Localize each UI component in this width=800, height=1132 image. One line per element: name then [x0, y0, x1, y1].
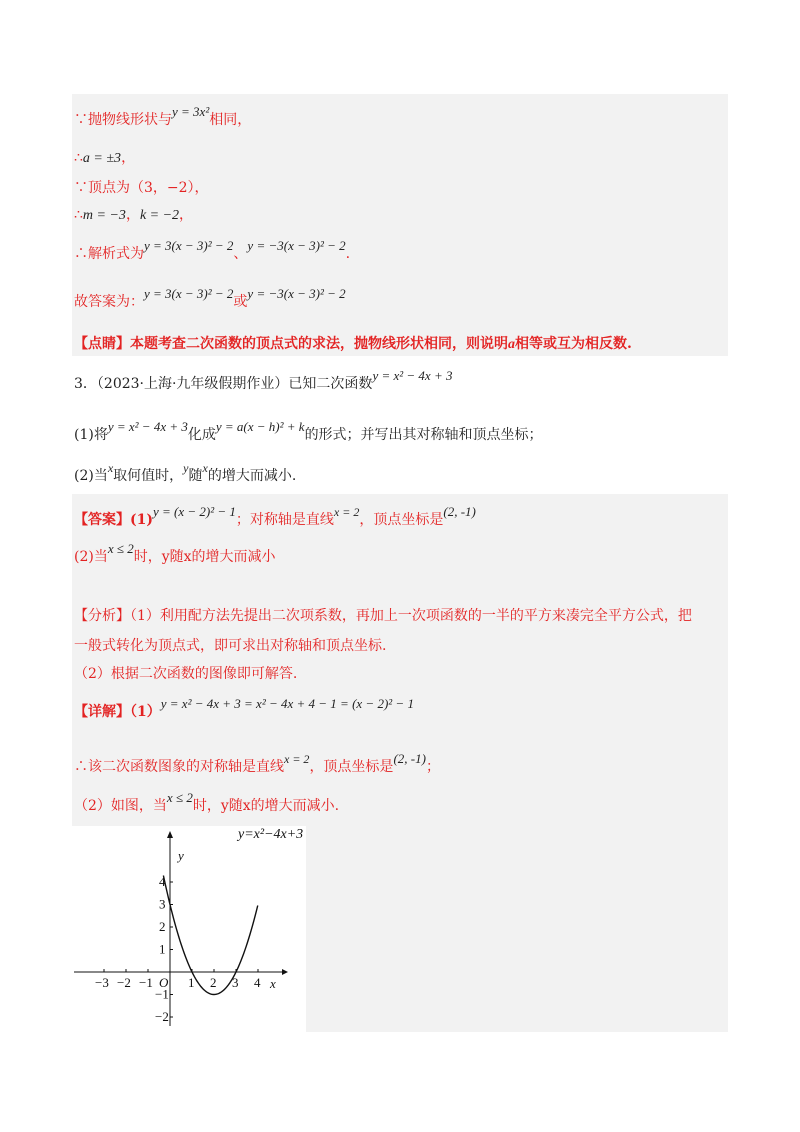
x-tick-label: 1	[188, 975, 195, 990]
text: (2)当	[74, 549, 108, 565]
formula: x	[107, 461, 114, 475]
line-a-value	[74, 148, 135, 169]
y-tick-label: 3	[159, 896, 166, 912]
formula: (2, -1)	[443, 504, 476, 519]
parabola-plot	[72, 826, 306, 1032]
text: ，	[125, 207, 140, 223]
analysis-line2	[74, 636, 386, 656]
text: (2)当	[74, 468, 108, 484]
formula: a = ±3	[82, 151, 122, 166]
text: ，	[121, 150, 136, 166]
text: (1)将	[74, 427, 108, 443]
y-tick-label: 4	[159, 874, 166, 889]
text: 【答案】(1)	[74, 512, 153, 528]
text: ，	[179, 207, 194, 223]
detail-line3	[74, 790, 340, 816]
text: ∵顶点为（3，−2），	[74, 180, 209, 196]
formula: x = 2	[284, 752, 310, 766]
formula: y = 3(x − 3)² − 2	[144, 238, 234, 253]
formula: x = 2	[333, 505, 360, 519]
text: 或	[233, 294, 248, 310]
formula: y = a(x − h)² + k	[215, 419, 305, 434]
y-tick-label: 2	[159, 919, 166, 934]
text: 化成	[187, 427, 216, 443]
formula: y = 3x²	[172, 104, 210, 119]
text: 【详解】（1）	[74, 704, 161, 720]
text: ∴解析式为	[74, 246, 144, 262]
text: ∴	[74, 150, 83, 166]
x-tick-label: 4	[254, 975, 261, 990]
line-comment	[74, 334, 632, 355]
y-tick-label: −2	[155, 1009, 169, 1024]
text: 故答案为：	[74, 294, 144, 310]
formula: y = x² − 4x + 3	[372, 368, 453, 383]
x-tick-label: −3	[95, 975, 109, 990]
text: ∴该二次函数图象的对称轴是直线	[74, 759, 284, 775]
formula: k = −2	[139, 208, 180, 223]
line-m-k	[74, 205, 193, 226]
text: 时，y随x的增大而减小.	[192, 798, 340, 814]
text: ，顶点坐标是	[359, 512, 444, 528]
text: 3．（2023·上海·九年级假期作业）已知二次函数	[74, 376, 373, 392]
line-shape-same	[74, 104, 252, 130]
text: （2）根据二次函数的图像即可解答.	[74, 666, 298, 682]
answer-line1	[74, 504, 476, 530]
x-tick-label: 2	[210, 975, 217, 990]
text: ；对称轴是直线	[235, 512, 334, 528]
curve-label: y=x²−4x+3	[238, 827, 304, 842]
text: ∵抛物线形状与	[74, 112, 172, 128]
text: 取何值时，	[113, 468, 184, 484]
text: 相同，	[209, 112, 252, 128]
text: ；	[425, 759, 440, 775]
x-axis-arrow	[282, 969, 288, 975]
detail-line2	[74, 751, 440, 777]
formula: (2, -1)	[393, 751, 426, 766]
question-part2	[74, 461, 297, 486]
y-tick-label: 1	[159, 941, 166, 957]
text: 【分析】（1）利用配方法先提出二次项系数，再加上一次项函数的一半的平方来凑完全平方公式，把	[74, 608, 692, 624]
detail-line1	[74, 696, 414, 722]
text: 的形式；并写出其对称轴和顶点坐标；	[304, 427, 543, 443]
y-axis-label: y	[178, 848, 184, 863]
x-tick-label: −2	[117, 975, 131, 990]
answer-line2	[74, 541, 276, 567]
text: ∴	[74, 207, 83, 223]
analysis-line1	[74, 606, 692, 626]
x-tick-label: −1	[139, 975, 153, 990]
graph-side-panel	[306, 826, 728, 1032]
analysis-line3	[74, 664, 297, 684]
y-axis-arrow	[167, 831, 173, 838]
question-title	[74, 368, 453, 394]
origin-label: O	[159, 975, 169, 990]
text: ，顶点坐标是	[309, 759, 394, 775]
formula: y = (x − 2)² − 1	[153, 504, 236, 519]
formula: y = −3(x − 3)² − 2	[247, 238, 346, 253]
x-tick-label: 3	[232, 975, 239, 990]
formula: y = x² − 4x + 3 = x² − 4x + 4 − 1 = (x − 2)² − 1	[160, 696, 414, 711]
parabola-graph	[72, 826, 306, 1032]
text: 时，y随x的增大而减小	[133, 549, 276, 565]
formula: y	[183, 461, 189, 475]
y-tick-label: −1	[155, 986, 169, 1002]
text: .	[345, 246, 351, 262]
text: 一般式转化为顶点式，即可求出对称轴和顶点坐标.	[74, 638, 387, 654]
formula: y = −3(x − 3)² − 2	[247, 286, 346, 301]
formula: x ≤ 2	[107, 541, 134, 556]
formula: y = x² − 4x + 3	[107, 419, 188, 434]
formula: a	[508, 337, 515, 352]
line-expression	[74, 238, 351, 264]
text: 、	[233, 246, 248, 262]
formula: m = −3	[82, 208, 126, 223]
line-vertex	[74, 178, 209, 198]
formula: x	[202, 461, 208, 475]
text: 的增大而减小.	[207, 468, 297, 484]
text: 相等或互为相反数.	[515, 336, 632, 352]
line-answer	[74, 286, 346, 312]
formula: x ≤ 2	[166, 790, 193, 805]
formula: y = 3(x − 3)² − 2	[144, 286, 234, 301]
text: 【点睛】本题考查二次函数的顶点式的求法，抛物线形状相同，则说明	[74, 336, 508, 352]
x-axis-label: x	[270, 976, 276, 991]
question-part1	[74, 419, 543, 445]
text: （2）如图，当	[74, 798, 167, 814]
text: 随	[188, 468, 203, 484]
